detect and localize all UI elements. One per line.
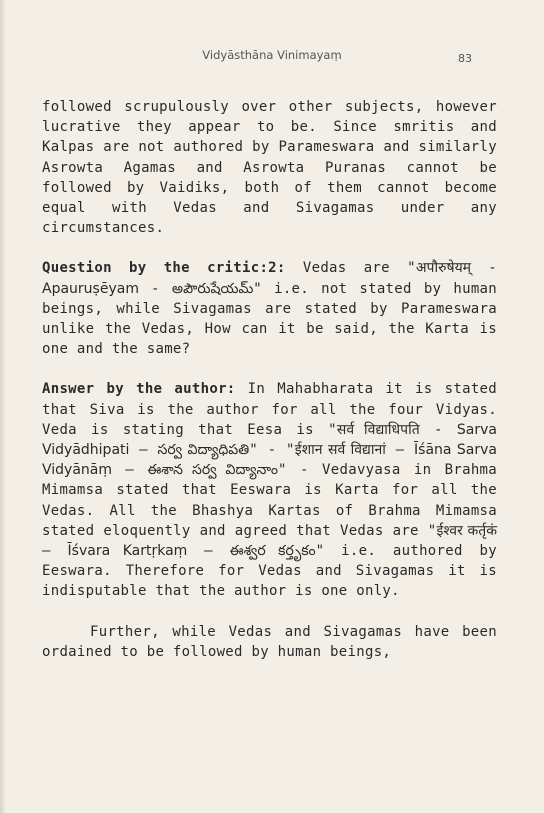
- devanagari-term-2: ईशान सर्व विद्यानां: [294, 442, 386, 459]
- devanagari-term-3: ईश्वर कर्तृकं: [436, 522, 497, 539]
- answer-sep-3: " - ": [249, 442, 295, 459]
- devanagari-term: अपौरुषेयम्: [415, 260, 472, 277]
- answer-label: Answer by the author:: [42, 381, 236, 398]
- answer-sep-6: –: [42, 543, 68, 560]
- answer-sep-4: –: [385, 442, 415, 459]
- question-paragraph: [42, 258, 497, 359]
- answer-text-2: " - Vedavyasa in Brahma Mimamsa stated that Eeswara is Karta for all the Vedas. All the Bhashya Kartas of Brahma Mimamsa stated eloquently and agreed that Vedas are ": [42, 462, 498, 539]
- transliteration-term-1: Sarva Vidyādhipati: [42, 421, 497, 459]
- transliteration-term: Apauruṣēyam: [42, 280, 139, 297]
- question-label: Question by the critic:2:: [42, 260, 286, 277]
- answer-sep-7: –: [187, 543, 230, 560]
- telugu-term-1: సర్వ విద్యాధిపతి: [157, 442, 250, 459]
- transliteration-term-3: Īśvara Kartṛkaṃ: [67, 543, 188, 560]
- question-sep-1: -: [471, 260, 497, 277]
- transliteration-term-2: Īśāna Sarva Vidyānāṃ: [42, 442, 497, 479]
- answer-sep-5: –: [112, 462, 148, 479]
- page-number: 83: [458, 52, 472, 65]
- telugu-term: అపౌరుషేయమ్: [171, 280, 254, 297]
- answer-text-3: " i.e. authored by Eeswara. Therefore for Vedas and Sivagamas it is indisputable that the author is one only.: [42, 543, 497, 600]
- question-text-1: Vedas are ": [285, 260, 416, 277]
- answer-sep-1: -: [419, 421, 457, 438]
- running-header: Vidyāsthāna Vinimayaṃ: [202, 48, 342, 62]
- paragraph-1: followed scrupulously over other subjects, however lucrative they appear to be. Since smritis and Kalpas are not authored by Parameswara and similarly Asrowta Agamas and Asrowta Puranas cannot be followed by Vaidiks, both of them cannot become equal with Vedas and Sivagamas under any circumstances.: [42, 99, 497, 237]
- question-text-2: " i.e. not stated by human beings, while Sivagamas are stated by Parameswara unlike the Vedas, How can it be said, the Karta is one and the same?: [42, 280, 498, 358]
- question-sep-2: -: [138, 280, 172, 297]
- telugu-term-2: ఈశాన సర్వ విద్యానాం: [147, 462, 278, 479]
- answer-text-1: In Mahabharata it is stated that Siva is the author for all the four Vidyas. Veda is stating that Eesa is ": [42, 381, 498, 438]
- devanagari-term-1: सर्व विद्याधिपति: [336, 421, 420, 438]
- telugu-term-3: ఈశ్వర కర్తృకం: [229, 543, 316, 560]
- answer-paragraph: [42, 379, 497, 601]
- page-edge: [0, 0, 6, 813]
- paragraph-4: Further, while Vedas and Sivagamas have been ordained to be followed by human beings,: [42, 623, 497, 660]
- answer-sep-2: –: [129, 442, 158, 459]
- body-text: [42, 97, 497, 662]
